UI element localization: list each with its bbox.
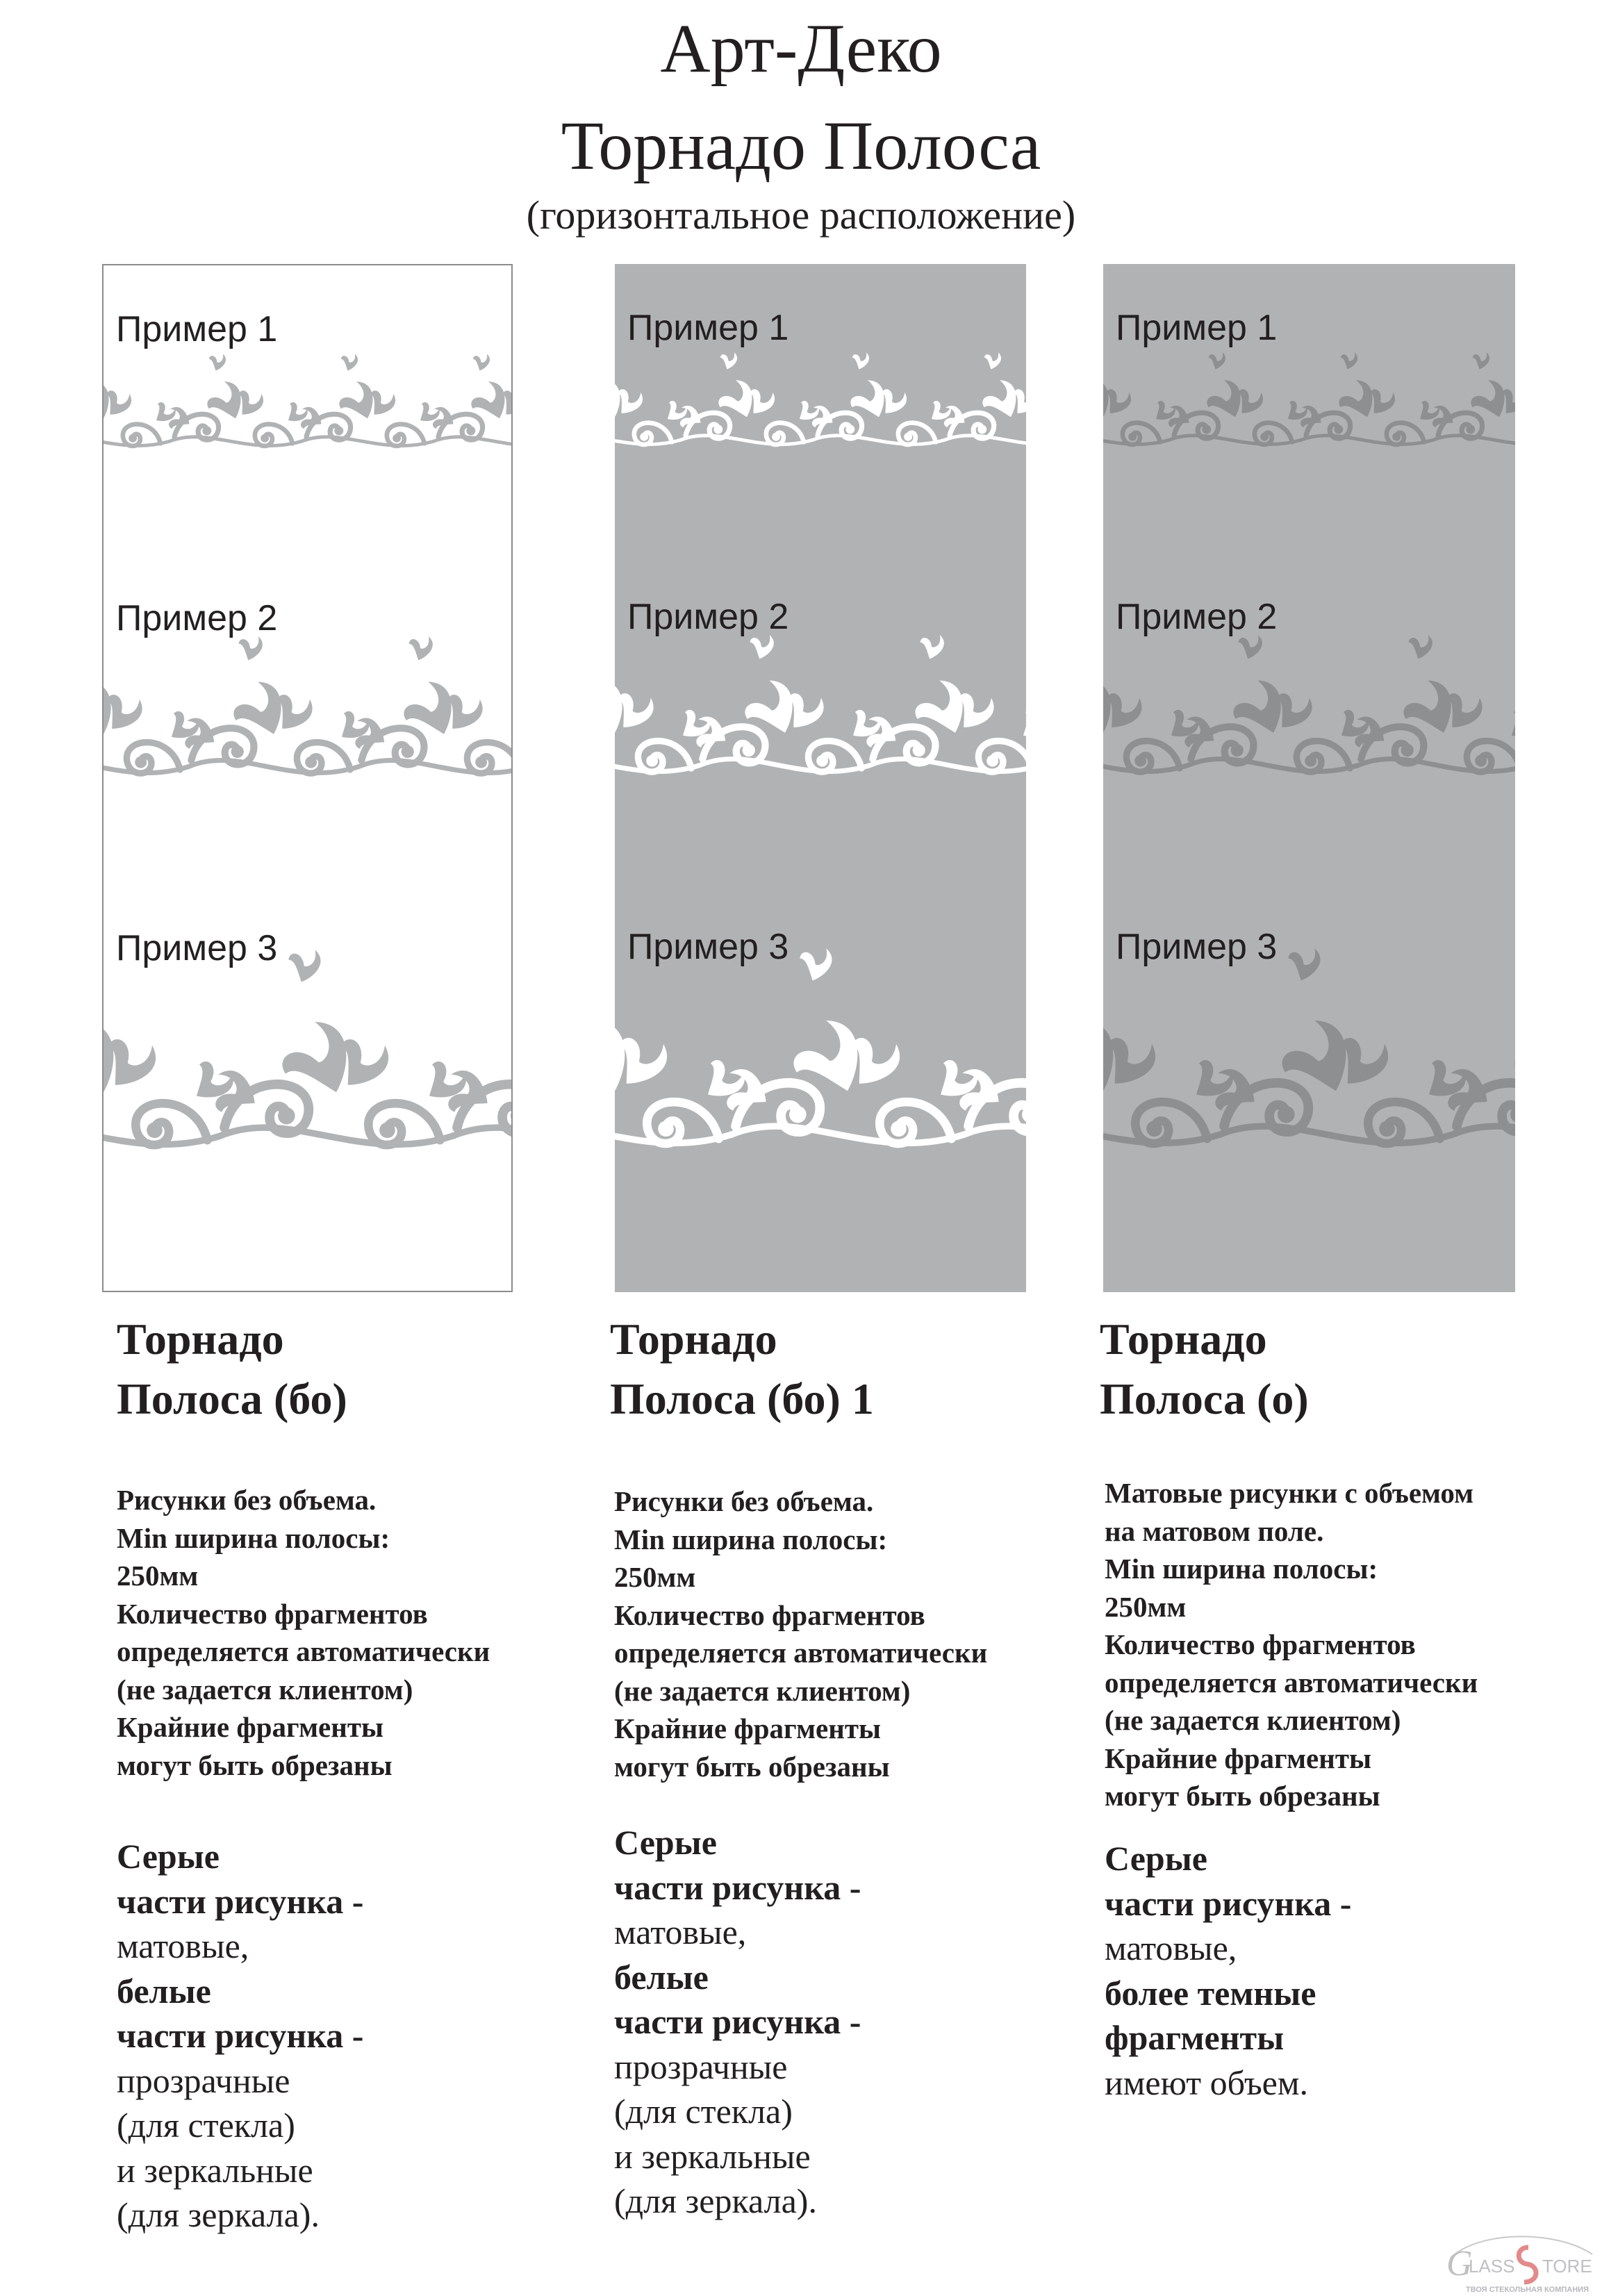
product-note-3: Серые части рисунка - матовые, более темные фрагменты имеют объем. xyxy=(1105,1839,1352,2102)
page-subtitle: Торнадо Полоса xyxy=(561,107,1041,184)
product-name-2: Торнадо Полоса (бо) 1 xyxy=(610,1314,874,1423)
ornament-art xyxy=(1103,264,1515,1292)
ornament-band-2 xyxy=(104,632,513,773)
glassstore-logo xyxy=(1438,2227,1602,2296)
sample-panel-2 xyxy=(615,264,1026,1292)
product-name-1: Торнадо Полоса (бо) xyxy=(117,1314,347,1423)
example-label-1: Пример 1 xyxy=(1116,308,1278,348)
ornament-band-1 xyxy=(1103,349,1515,445)
ornament-band-1 xyxy=(615,349,1026,445)
sample-panel-3 xyxy=(1103,264,1515,1292)
svg-text:G: G xyxy=(1446,2244,1473,2283)
ornament-band-2 xyxy=(615,631,1026,772)
product-description-1: Рисунки без объема. Min ширина полосы: 250мм Количество фрагментов определяется автоматически (не задается клиентом) Крайние фрагменты могут быть обрезаны xyxy=(117,1484,490,1781)
page-title: Арт-Деко xyxy=(660,10,942,87)
product-note-1: Серые части рисунка - матовые, белые части рисунка - прозрачные (для стекла) и зеркальные (для зеркала). xyxy=(117,1837,364,2234)
product-description-3: Матовые рисунки с объемом на матовом поле. Min ширина полосы: 250мм Количество фрагментов определяется автоматически (не задается клиентом) Крайние фрагменты могут быть обрезаны xyxy=(1105,1477,1478,1812)
ornament-art xyxy=(104,265,513,1292)
example-label-3: Пример 3 xyxy=(627,927,789,967)
ornament-band-1 xyxy=(104,351,513,446)
product-note-2: Серые части рисунка - матовые, белые части рисунка - прозрачные (для стекла) и зеркальные (для зеркала). xyxy=(614,1823,861,2220)
svg-text:LASS: LASS xyxy=(1469,2256,1515,2277)
ornament-band-3 xyxy=(615,943,1026,1143)
ornament-band-2 xyxy=(1103,631,1515,772)
example-label-1: Пример 1 xyxy=(116,309,278,349)
logo-tagline: ТВОЯ СТЕКОЛЬНАЯ КОМПАНИЯ xyxy=(1466,2286,1589,2294)
ornament-band-3 xyxy=(1103,943,1515,1143)
svg-text:TORE: TORE xyxy=(1542,2256,1592,2277)
example-label-1: Пример 1 xyxy=(627,308,789,348)
example-label-2: Пример 2 xyxy=(627,597,789,637)
ornament-band-3 xyxy=(104,944,513,1145)
ornament-art xyxy=(615,264,1026,1292)
example-label-2: Пример 2 xyxy=(1116,597,1278,637)
example-label-3: Пример 3 xyxy=(116,928,278,968)
example-label-3: Пример 3 xyxy=(1116,927,1278,967)
product-description-2: Рисунки без объема. Min ширина полосы: 250мм Количество фрагментов определяется автоматически (не задается клиентом) Крайние фрагменты могут быть обрезаны xyxy=(614,1485,988,1783)
product-name-3: Торнадо Полоса (о) xyxy=(1100,1314,1309,1423)
example-label-2: Пример 2 xyxy=(116,598,278,638)
sample-panel-1 xyxy=(102,264,513,1292)
page-orientation-note: (горизонтальное расположение) xyxy=(526,192,1076,238)
